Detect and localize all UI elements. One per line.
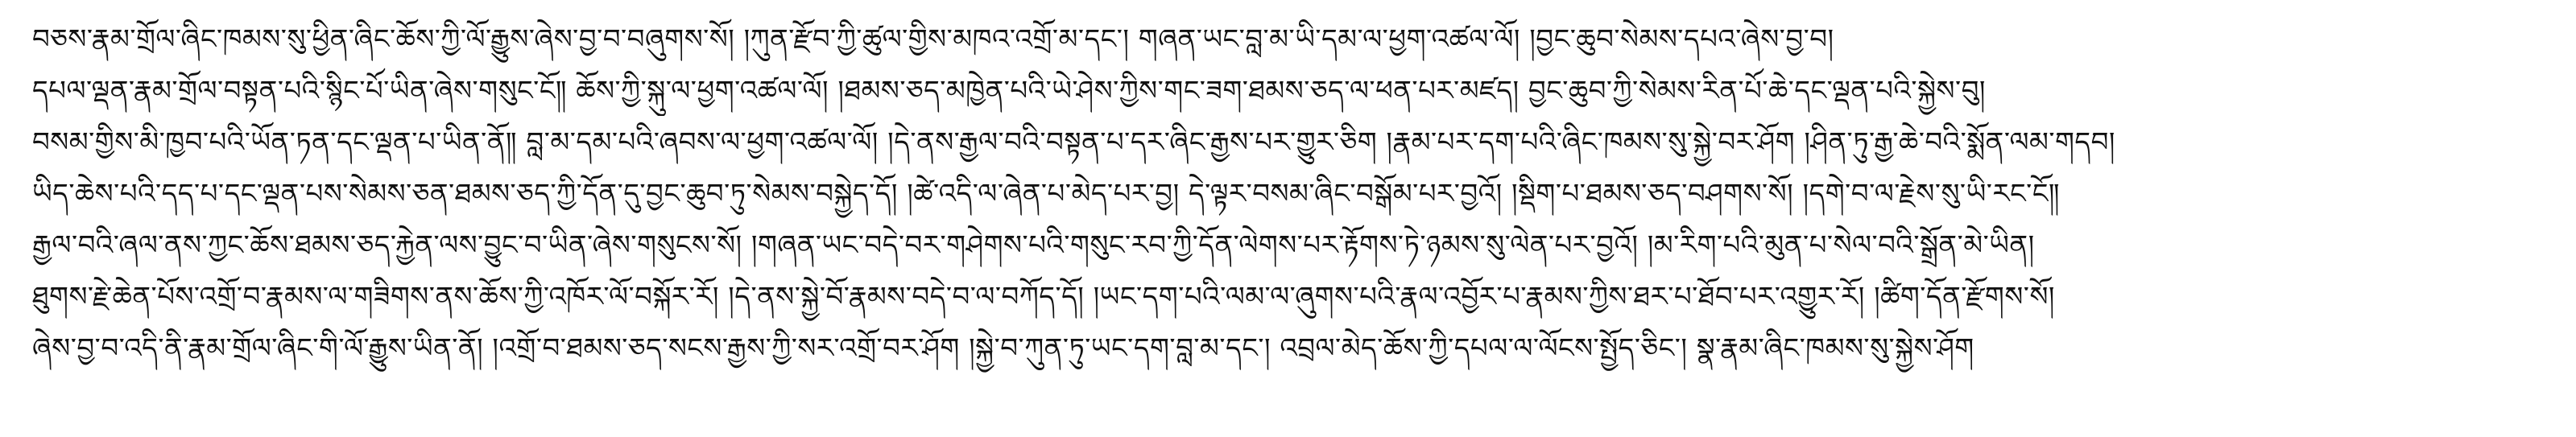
text-line-2: དཔལ་ལྡན་རྣམ་གྲོལ་བསྟན་པའི་སྙིང་པོ་ཡིན་ཞེས་གསུང་ངོ༎ ཆོས་ཀྱི་སྐུ་ལ་ཕྱག་འཚལ་ལོ། །ཐམས་ཅད་མཁྱེན་པའི་ཡེ་ཤེས་ཀྱིས་གང་ཟག་ཐམས་ཅད་ལ་ཕན་པར་མཛད། བྱང་ཆུབ་ཀྱི་སེམས་རིན་པོ་ཆེ་དང་ལྡན་པའི་སྐྱེས་བུ།: [32, 75, 1986, 107]
text-line-4: ཡིད་ཆེས་པའི་དད་པ་དང་ལྡན་པས་སེམས་ཅན་ཐམས་ཅད་ཀྱི་དོན་དུ་བྱང་ཆུབ་ཏུ་སེམས་བསྐྱེད་དོ། །ཚེ་འདི་ལ་ཞེན་པ་མེད་པར་བྱ། དེ་ལྟར་བསམ་ཞིང་བསྒོམ་པར་བྱའོ། །སྡིག་པ་ཐམས་ཅད་བཤགས་སོ། །དགེ་བ་ལ་རྗེས་སུ་ཡི་རང་ངོ༎: [32, 178, 2061, 210]
text-line-7: ཞེས་བྱ་བ་འདི་ནི་རྣམ་གྲོལ་ཞིང་གི་ལོ་རྒྱུས་ཡིན་ནོ། །འགྲོ་བ་ཐམས་ཅད་སངས་རྒྱས་ཀྱི་སར་འགྲོ་བར་ཤོག །སྐྱེ་བ་ཀུན་ཏུ་ཡང་དག་བླ་མ་དང་། འབྲལ་མེད་ཆོས་ཀྱི་དཔལ་ལ་ལོངས་སྤྱོད་ཅིང་། སྣ་རྣམ་ཞིང་ཁམས་སུ་སྐྱེས་ཤོག: [32, 332, 1974, 365]
text-line-5: རྒྱལ་བའི་ཞལ་ནས་ཀྱང་ཆོས་ཐམས་ཅད་རྐྱེན་ལས་བྱུང་བ་ཡིན་ཞེས་གསུངས་སོ། །གཞན་ཡང་བདེ་བར་གཤེགས་པའི་གསུང་རབ་ཀྱི་དོན་ལེགས་པར་རྟོགས་ཏེ་ཉམས་སུ་ལེན་པར་བྱའོ། །མ་རིག་པའི་མུན་པ་སེལ་བའི་སྒྲོན་མེ་ཡིན།: [32, 229, 2035, 262]
manuscript-page: [32, 14, 2545, 417]
text-line-6: ཐུགས་རྗེ་ཆེན་པོས་འགྲོ་བ་རྣམས་ལ་གཟིགས་ནས་ཆོས་ཀྱི་འཁོར་ལོ་བསྐོར་རོ། །དེ་ནས་སྐྱེ་བོ་རྣམས་བདེ་བ་ལ་བཀོད་དོ། །ཡང་དག་པའི་ལམ་ལ་ཞུགས་པའི་རྣལ་འབྱོར་པ་རྣམས་ཀྱིས་ཐར་པ་ཐོབ་པར་འགྱུར་རོ། །ཚིག་དོན་རྫོགས་སོ།: [32, 281, 2055, 313]
text-line-3: བསམ་གྱིས་མི་ཁྱབ་པའི་ཡོན་ཏན་དང་ལྡན་པ་ཡིན་ནོ༎ བླ་མ་དམ་པའི་ཞབས་ལ་ཕྱག་འཚལ་ལོ། །དེ་ནས་རྒྱལ་བའི་བསྟན་པ་དར་ཞིང་རྒྱས་པར་གྱུར་ཅིག །རྣམ་པར་དག་པའི་ཞིང་ཁམས་སུ་སྐྱེ་བར་ཤོག །ཤིན་ཏུ་རྒྱ་ཆེ་བའི་སྨོན་ལམ་གདབ།: [32, 126, 2115, 159]
text-line-1: བཅས་རྣམ་གྲོལ་ཞིང་ཁམས་སུ་ཕྱིན་ཞིང་ཆོས་ཀྱི་ལོ་རྒྱུས་ཞེས་བྱ་བ་བཞུགས་སོ། །ཀུན་རྫོབ་ཀྱི་ཚུལ་གྱིས་མཁའ་འགྲོ་མ་དང་། གཞན་ཡང་བླ་མ་ཡི་དམ་ལ་ཕྱག་འཚལ་ལོ། །བྱང་ཆུབ་སེམས་དཔའ་ཞེས་བྱ་བ།: [32, 23, 1834, 56]
